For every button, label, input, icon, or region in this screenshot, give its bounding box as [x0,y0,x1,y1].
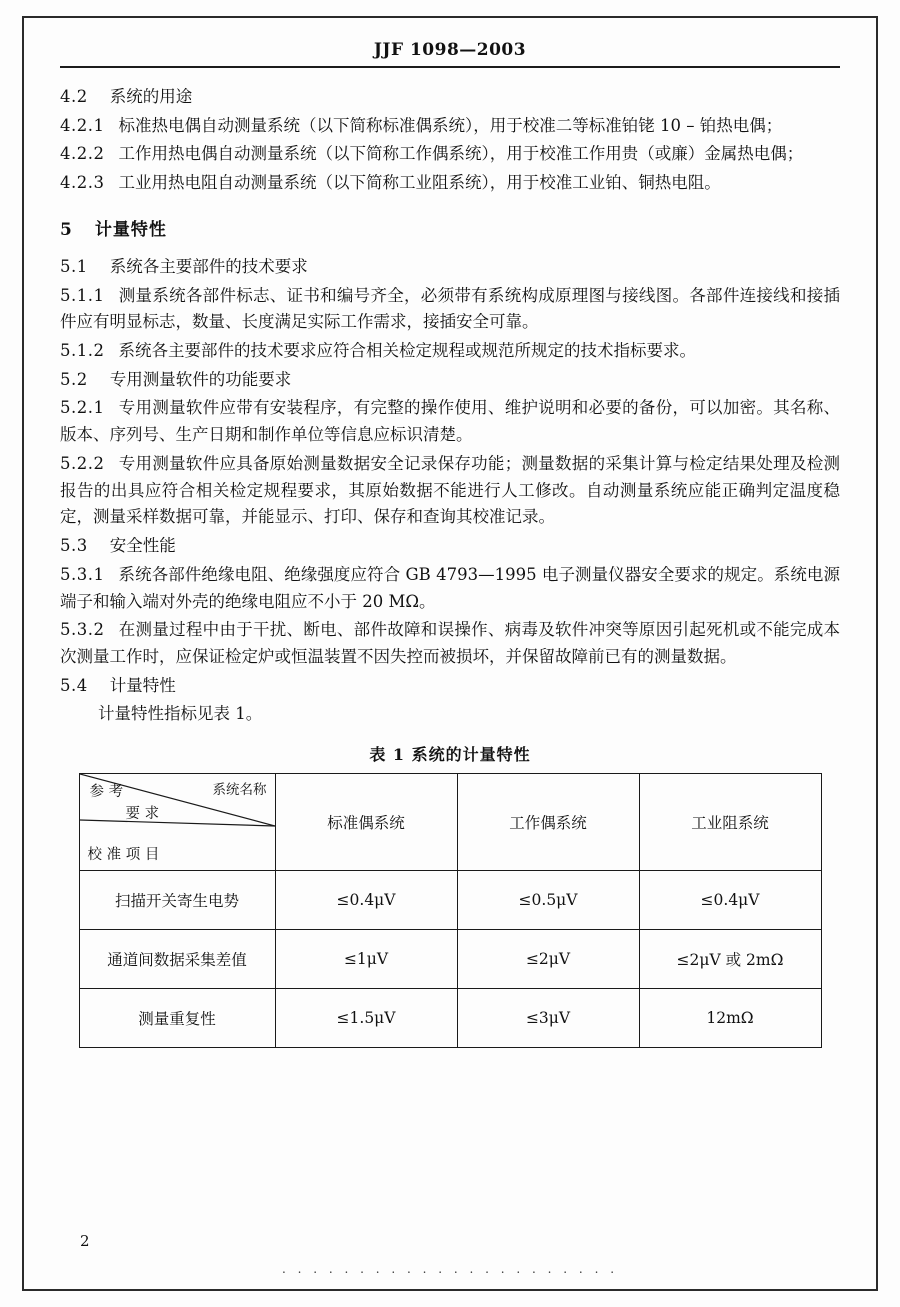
table-caption: 表 1 系统的计量特性 [369,745,531,765]
clause-number-5-1: 5.1 [60,256,88,276]
paragraph-table-note: 计量特性指标见表 1。 [98,704,263,724]
paragraph-4-2-1 [60,113,840,140]
page-number: 2 [80,1232,90,1250]
corner-label-reference: 参 考 [89,784,124,801]
header-rule [60,66,840,68]
column-header-1: 标准偶系统 [275,774,457,871]
clause-text-4-2-2: 工作用热电偶自动测量系统（以下简称工作偶系统），用于校准工作用贵（或廉）金属热电偶； [118,144,804,164]
clause-text-4-2-3: 工业用热电阻自动测量系统（以下简称工业阻系统），用于校准工业铂、铜热电阻。 [118,173,721,193]
paragraph-5-1 [60,254,840,281]
clause-text-5-3-2: 在测量过程中由于干扰、断电、部件故障和误操作、病毒及软件冲突等原因引起死机或不能完成本次测量工作时，应保证检定炉或恒温装置不因失控而被损坏，并保留故障前已有的测量数据。 [60,620,840,666]
clause-number-5-2-2: 5.2.2 [60,453,105,473]
clause-number-4-2-3: 4.2.3 [60,173,105,193]
table-row [79,989,821,1048]
cell-r1c3: ≤0.4μV [639,871,821,930]
paragraph-5-1-1 [60,283,840,336]
table-row [79,871,821,930]
paragraph-5-2-2 [60,451,840,531]
paragraph-5-1-2 [60,338,840,365]
paragraph-5-3-1 [60,562,840,615]
clause-number-5-3-2: 5.3.2 [60,620,105,640]
cell-r3c3: 12mΩ [639,989,821,1048]
clause-text-5-2-2: 专用测量软件应具备原始测量数据安全记录保存功能；测量数据的采集计算与检定结果处理及检测报告的出具应符合相关检定规程要求，其原始数据不能进行人工修改。自动测量系统应能正确判定温度稳定，测量采样数据可靠，并能显示、打印、保存和查询其校准记录。 [60,453,840,527]
paragraph-4-2-3 [60,170,840,197]
section-number-5: 5 [60,219,73,240]
page-content [60,40,840,1048]
corner-label-requirement: 要 求 [125,806,160,823]
clause-text-5-3: 安全性能 [109,536,176,556]
row-header-1: 扫描开关寄生电势 [79,871,275,930]
footer-dots: . . . . . . . . . . . . . . . . . . . . . . [281,1262,619,1276]
table-corner-cell [79,774,275,871]
paragraph-4-2 [60,84,840,111]
paragraph-5-2 [60,367,840,394]
paragraph-5-2-1 [60,395,840,448]
page-header: JJF 1098—2003 [373,40,527,60]
clause-text-5-2: 专用测量软件的功能要求 [109,369,292,389]
cell-r1c2: ≤0.5μV [457,871,639,930]
paragraph-5-3 [60,533,840,560]
corner-label-system-name: 系统名称 [212,782,267,799]
row-header-2: 通道间数据采集差值 [79,930,275,989]
clause-number-5-2: 5.2 [60,369,88,389]
cell-r2c1: ≤1μV [275,930,457,989]
clause-text-4-2-1: 标准热电偶自动测量系统（以下简称标准偶系统），用于校准二等标准铂铑 10 – 铂热电偶； [118,115,783,135]
clause-text-5-1-2: 系统各主要部件的技术要求应符合相关检定规程或规范所规定的技术指标要求。 [118,341,696,361]
corner-label-calibration-item: 校 准 项 目 [87,847,160,864]
cell-r3c1: ≤1.5μV [275,989,457,1048]
clause-number-5-1-2: 5.1.2 [60,341,105,361]
paragraph-5-4 [60,673,840,700]
clause-text-5-3-1: 系统各部件绝缘电阻、绝缘强度应符合 GB 4793—1995 电子测量仪器安全要求的规定。系统电源端子和输入端对外壳的绝缘电阻应不小于 20 MΩ。 [60,564,840,611]
section-title-5: 计量特性 [94,219,167,240]
clause-number-5-3: 5.3 [60,536,88,556]
clause-number-4-2-1: 4.2.1 [60,115,105,135]
table-row [79,930,821,989]
table-header-row [79,774,821,871]
spec-table [79,773,822,1048]
cell-r2c2: ≤2μV [457,930,639,989]
cell-r2c3: ≤2μV 或 2mΩ [639,930,821,989]
clause-text-5-1: 系统各主要部件的技术要求 [109,256,308,276]
clause-number-5-4: 5.4 [60,675,88,695]
paragraph-4-2-2 [60,141,840,168]
clause-number-5-2-1: 5.2.1 [60,398,105,418]
column-header-3: 工业阻系统 [639,774,821,871]
clause-number-4-2-2: 4.2.2 [60,144,105,164]
cell-r1c1: ≤0.4μV [275,871,457,930]
clause-number-5-3-1: 5.3.1 [60,564,105,584]
clause-number-5-1-1: 5.1.1 [60,285,105,305]
cell-r3c2: ≤3μV [457,989,639,1048]
column-header-2: 工作偶系统 [457,774,639,871]
row-header-3: 测量重复性 [79,989,275,1048]
clause-text-5-2-1: 专用测量软件应带有安装程序，有完整的操作使用、维护说明和必要的备份，可以加密。其名称、版本、序列号、生产日期和制作单位等信息应标识清楚。 [60,398,840,445]
clause-number-4-2: 4.2 [60,87,88,106]
clause-text-5-1-1: 测量系统各部件标志、证书和编号齐全，必须带有系统构成原理图与接线图。各部件连接线和接插件应有明显标志，数量、长度满足实际工作需求，接插安全可靠。 [60,285,840,332]
paragraph-5-3-2 [60,617,840,670]
clause-text-4-2: 系统的用途 [109,87,193,106]
clause-text-5-4: 计量特性 [109,675,176,695]
section-heading-5 [60,215,840,240]
